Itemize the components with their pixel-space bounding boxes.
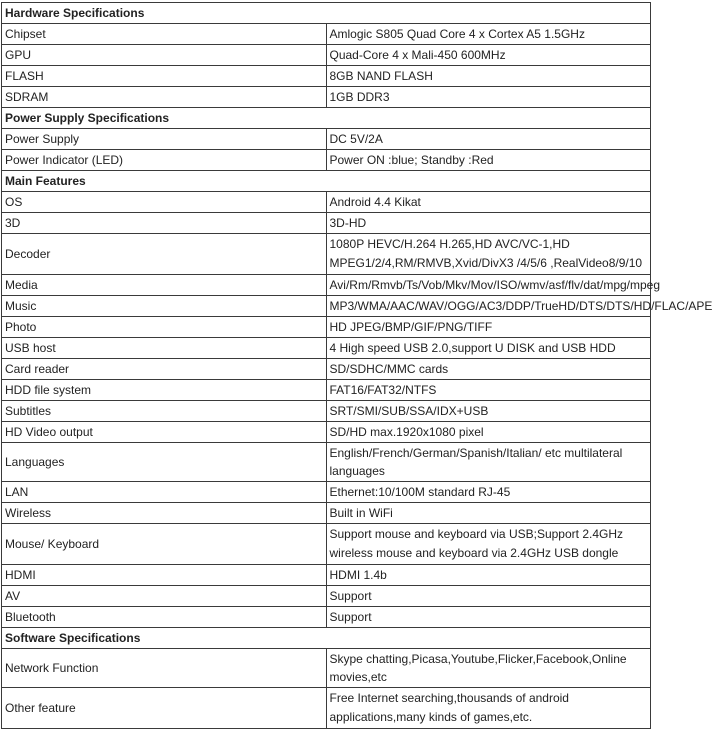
table-row xyxy=(2,359,651,380)
section-title: Power Supply Specifications xyxy=(2,108,651,129)
row-value: SD/SDHC/MMC cards xyxy=(326,359,651,380)
table-row xyxy=(2,401,651,422)
table-row xyxy=(2,234,651,275)
row-label: Media xyxy=(2,275,327,296)
row-value: Android 4.4 Kikat xyxy=(326,192,651,213)
row-value: English/French/German/Spanish/Italian/ etc multilateral languages xyxy=(326,443,651,482)
table-row xyxy=(2,688,651,729)
row-value: Quad-Core 4 x Mali-450 600MHz xyxy=(326,45,651,66)
table-row xyxy=(2,213,651,234)
row-label: Mouse/ Keyboard xyxy=(2,524,327,565)
table-row xyxy=(2,422,651,443)
section-title: Main Features xyxy=(2,171,651,192)
row-label: USB host xyxy=(2,338,327,359)
row-value: 1GB DDR3 xyxy=(326,87,651,108)
row-label: Chipset xyxy=(2,24,327,45)
row-value: Built in WiFi xyxy=(326,503,651,524)
row-value: Power ON :blue; Standby :Red xyxy=(326,150,651,171)
row-label: Network Function xyxy=(2,649,327,688)
table-row xyxy=(2,66,651,87)
table-row xyxy=(2,317,651,338)
specifications-body xyxy=(2,3,712,729)
row-label: Power Supply xyxy=(2,129,327,150)
row-value: Ethernet:10/100M standard RJ-45 xyxy=(326,482,651,503)
row-label: HDD file system xyxy=(2,380,327,401)
row-value: MP3/WMA/AAC/WAV/OGG/AC3/DDP/TrueHD/DTS/DTS/HD/FLAC/APE xyxy=(326,296,651,317)
table-row xyxy=(2,45,651,66)
section-header-row xyxy=(2,108,651,129)
row-value: SRT/SMI/SUB/SSA/IDX+USB xyxy=(326,401,651,422)
table-row xyxy=(2,380,651,401)
table-row xyxy=(2,87,651,108)
row-value: Skype chatting,Picasa,Youtube,Flicker,Facebook,Online movies,etc xyxy=(326,649,651,688)
row-label: 3D xyxy=(2,213,327,234)
section-header-row xyxy=(2,3,651,24)
row-label: Photo xyxy=(2,317,327,338)
row-label: Wireless xyxy=(2,503,327,524)
table-row xyxy=(2,443,651,482)
row-label: FLASH xyxy=(2,66,327,87)
row-value: FAT16/FAT32/NTFS xyxy=(326,380,651,401)
table-row xyxy=(2,524,651,565)
table-row xyxy=(2,649,651,688)
table-row xyxy=(2,503,651,524)
row-label: GPU xyxy=(2,45,327,66)
row-label: HDMI xyxy=(2,565,327,586)
table-row xyxy=(2,607,651,628)
row-label: Decoder xyxy=(2,234,327,275)
row-value: SD/HD max.1920x1080 pixel xyxy=(326,422,651,443)
row-value: HDMI 1.4b xyxy=(326,565,651,586)
row-label: LAN xyxy=(2,482,327,503)
row-value: 3D-HD xyxy=(326,213,651,234)
section-title: Hardware Specifications xyxy=(2,3,651,24)
row-label: OS xyxy=(2,192,327,213)
table-row xyxy=(2,275,651,296)
section-header-row xyxy=(2,171,651,192)
row-value: Avi/Rm/Rmvb/Ts/Vob/Mkv/Mov/ISO/wmv/asf/flv/dat/mpg/mpeg xyxy=(326,275,651,296)
table-row xyxy=(2,192,651,213)
row-label: Subtitles xyxy=(2,401,327,422)
row-value: Support xyxy=(326,586,651,607)
section-title: Software Specifications xyxy=(2,628,651,649)
table-row xyxy=(2,129,651,150)
row-value: Amlogic S805 Quad Core 4 x Cortex A5 1.5GHz xyxy=(326,24,651,45)
table-row xyxy=(2,150,651,171)
row-label: HD Video output xyxy=(2,422,327,443)
row-value: 4 High speed USB 2.0,support U DISK and USB HDD xyxy=(326,338,651,359)
row-value: DC 5V/2A xyxy=(326,129,651,150)
table-row xyxy=(2,586,651,607)
section-header-row xyxy=(2,628,651,649)
row-value: Free Internet searching,thousands of android applications,many kinds of games,etc. xyxy=(326,688,651,729)
row-label: Languages xyxy=(2,443,327,482)
row-label: Music xyxy=(2,296,327,317)
table-row xyxy=(2,482,651,503)
row-label: AV xyxy=(2,586,327,607)
row-value: 8GB NAND FLASH xyxy=(326,66,651,87)
row-label: Power Indicator (LED) xyxy=(2,150,327,171)
table-row xyxy=(2,296,651,317)
table-row xyxy=(2,338,651,359)
row-label: SDRAM xyxy=(2,87,327,108)
row-value: 1080P HEVC/H.264 H.265,HD AVC/VC-1,HD MPEG1/2/4,RM/RMVB,Xvid/DivX3 /4/5/6 ,RealVideo8/9/10 xyxy=(326,234,651,275)
table-row xyxy=(2,565,651,586)
row-label: Card reader xyxy=(2,359,327,380)
row-value: Support mouse and keyboard via USB;Support 2.4GHz wireless mouse and keyboard via 2.4GHz USB dongle xyxy=(326,524,651,565)
row-label: Other feature xyxy=(2,688,327,729)
row-value: Support xyxy=(326,607,651,628)
specifications-table xyxy=(1,2,712,729)
table-row xyxy=(2,24,651,45)
row-value: HD JPEG/BMP/GIF/PNG/TIFF xyxy=(326,317,651,338)
row-label: Bluetooth xyxy=(2,607,327,628)
